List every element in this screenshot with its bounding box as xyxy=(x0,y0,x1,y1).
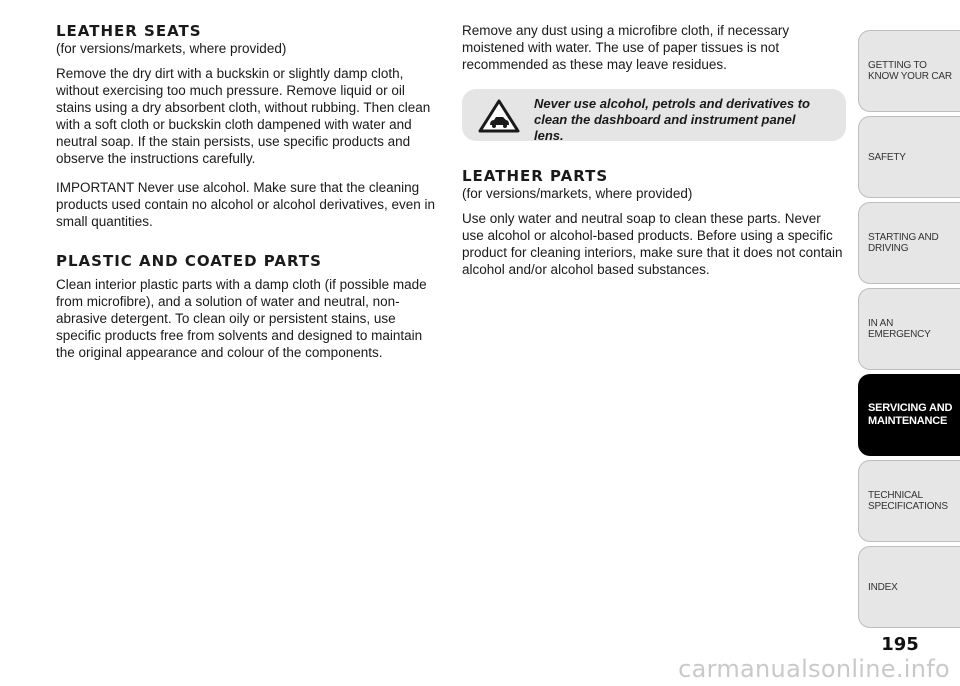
tab-in-an-emergency[interactable]: IN AN EMERGENCY xyxy=(858,288,960,370)
paragraph-leather-seats-1: Remove the dry dirt with a buckskin or slightly damp cloth, without exercising too much pressure. Remove liquid or oil stains using a dry absorbent cloth, without rubbing. Then clean with a soft cloth or buckskin cloth dampened with water and neutral soap. If the stain persists, use specific products and observe the instructions carefully. xyxy=(56,66,431,166)
watermark: carmanualsonline.info xyxy=(678,655,950,683)
subtitle-leather-seats: (for versions/markets, where provided) xyxy=(56,41,287,56)
warning-triangle-icon xyxy=(478,99,520,133)
tab-servicing-and-maintenance[interactable]: SERVICING AND MAINTENANCE xyxy=(858,374,960,456)
left-column xyxy=(56,22,441,373)
tab-safety[interactable]: SAFETY xyxy=(858,116,960,198)
paragraph-leather-parts: Use only water and neutral soap to clean these parts. Never use alcohol or alcohol-based products. Before using a specific product for cleaning interiors, make sure that it does not contain alcohol and/or alcohol based substances. xyxy=(462,211,843,277)
tab-technical-specifications[interactable]: TECHNICAL SPECIFICATIONS xyxy=(858,460,960,542)
warning-box xyxy=(462,89,846,141)
page-number: 195 xyxy=(881,634,919,655)
paragraph-leather-seats-2: IMPORTANT Never use alcohol. Make sure that the cleaning products used contain no alcohol or alcohol derivatives, even in small quantities. xyxy=(56,180,435,229)
tab-starting-and-driving[interactable]: STARTING AND DRIVING xyxy=(858,202,960,284)
subtitle-leather-parts: (for versions/markets, where provided) xyxy=(462,186,693,201)
right-column xyxy=(462,22,846,290)
paragraph-plastic-parts: Clean interior plastic parts with a damp cloth (if possible made from microfibre), and a solution of water and neutral, non-abrasive detergent. To clean oily or persistent stains, use specific products free from solvents and designed to maintain the original appearance and colour of the components. xyxy=(56,277,427,360)
warning-text: Never use alcohol, petrols and derivatives to clean the dashboard and instrument panel lens. xyxy=(534,96,810,143)
heading-leather-seats: LEATHER SEATS xyxy=(56,22,202,40)
tab-index[interactable]: INDEX xyxy=(858,546,960,628)
paragraph-dust: Remove any dust using a microfibre cloth, if necessary moistened with water. The use of paper tissues is not recommended as these may leave residues. xyxy=(462,23,790,72)
heading-plastic-parts: PLASTIC AND COATED PARTS xyxy=(56,252,322,270)
chapter-tabs xyxy=(858,0,960,640)
heading-leather-parts: LEATHER PARTS xyxy=(462,167,609,185)
tab-getting-to-know-your-car[interactable]: GETTING TO KNOW YOUR CAR xyxy=(858,30,960,112)
